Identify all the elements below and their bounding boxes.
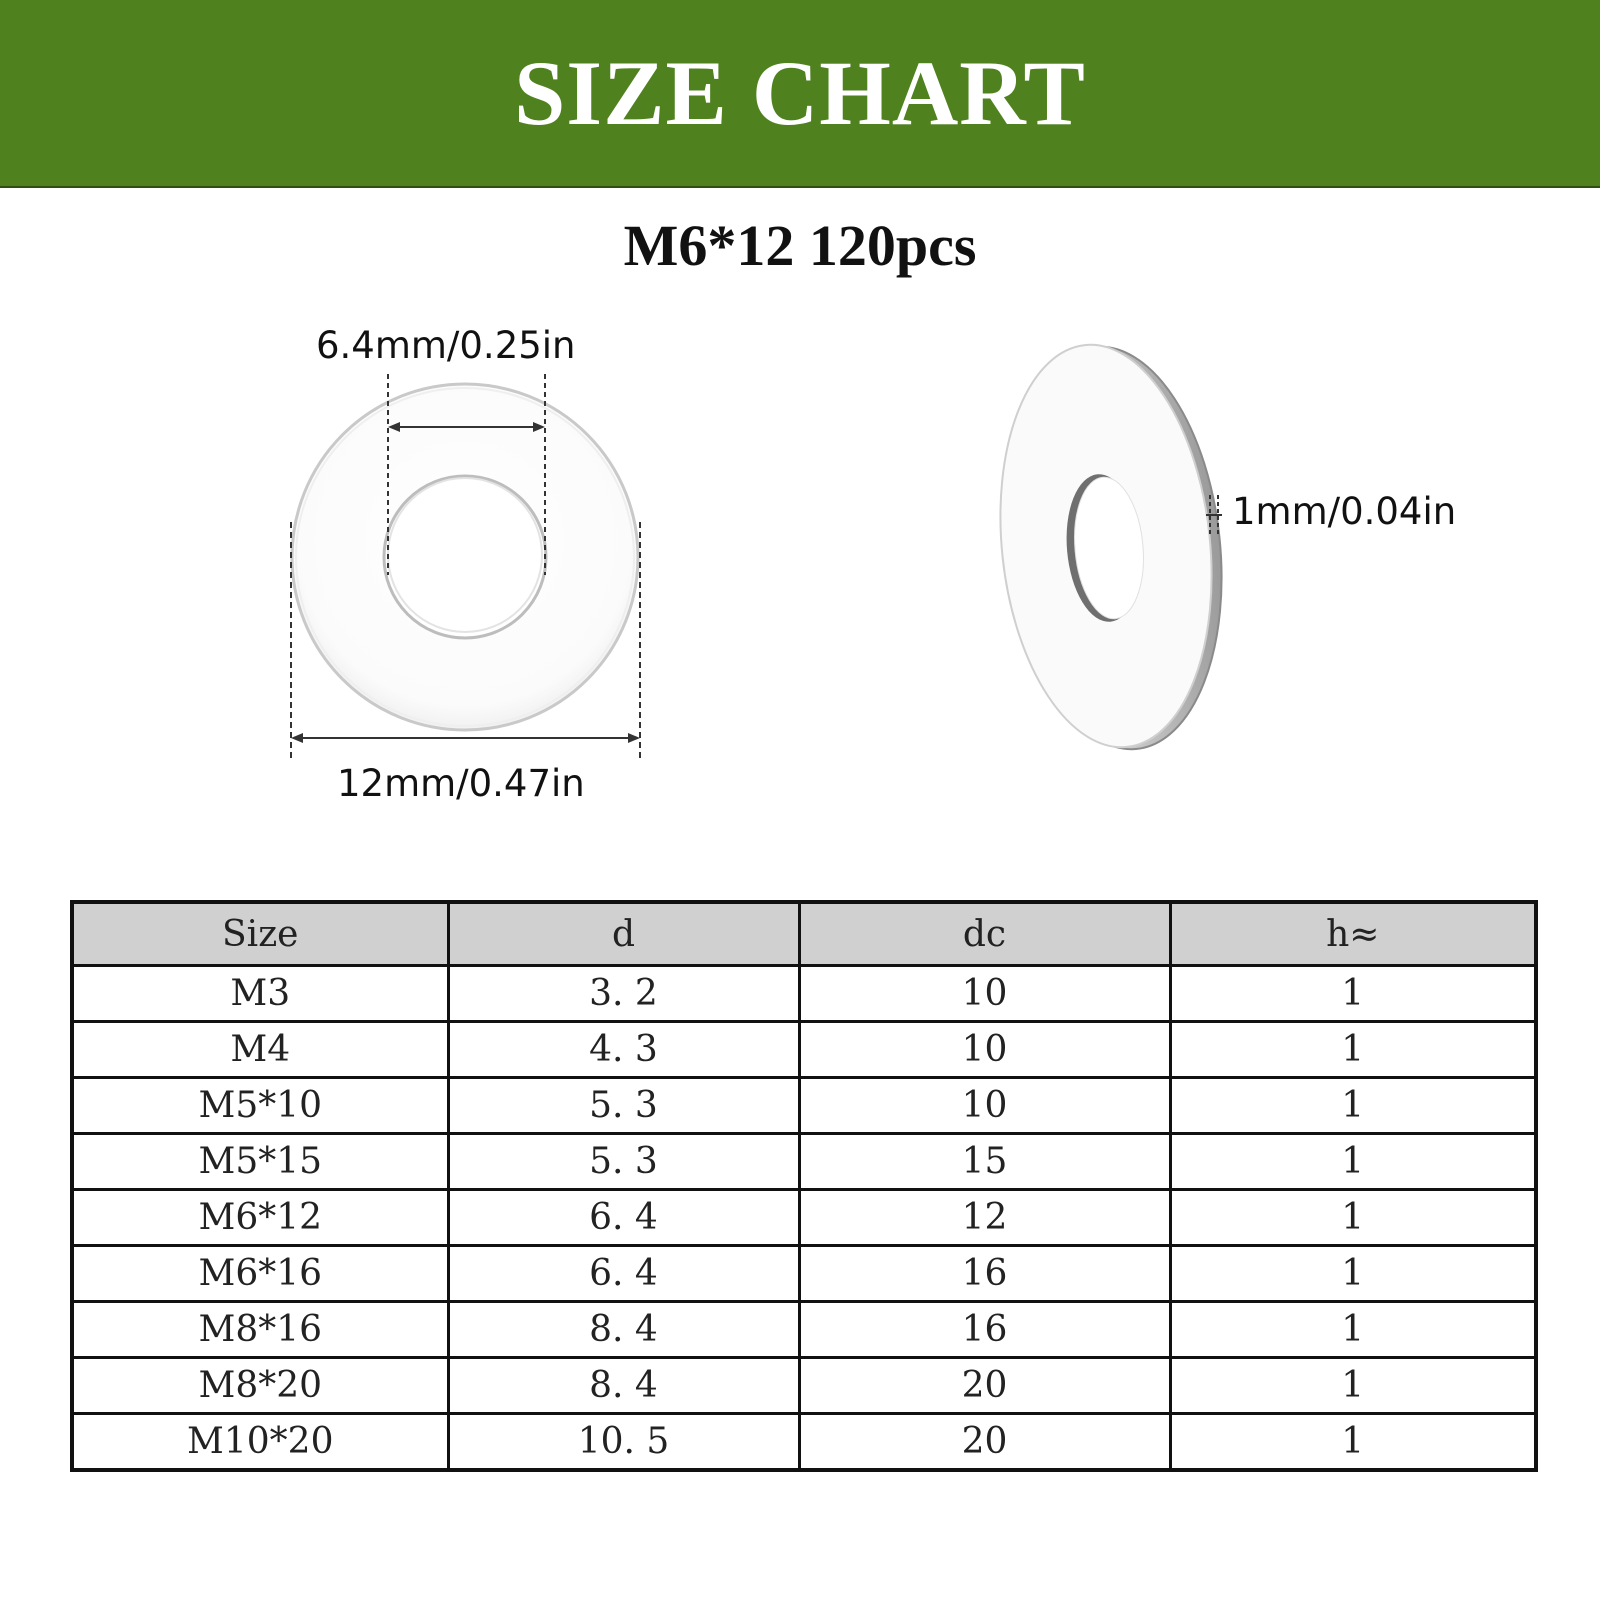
inner-diameter-label: 6.4mm/0.25in [316, 324, 576, 367]
cell-dc: 10 [799, 1078, 1170, 1134]
cell-h: 1 [1170, 1078, 1536, 1134]
cell-dc: 10 [799, 966, 1170, 1022]
cell-d: 6. 4 [448, 1246, 799, 1302]
column-header-dc: dc [799, 902, 1170, 966]
thickness-label: 1mm/0.04in [1232, 490, 1457, 533]
cell-d: 10. 5 [448, 1414, 799, 1471]
product-subtitle: M6*12 120pcs [623, 213, 977, 278]
cell-size: M10*20 [72, 1414, 448, 1471]
cell-h: 1 [1170, 1190, 1536, 1246]
table-row [72, 966, 1536, 1022]
cell-h: 1 [1170, 1022, 1536, 1078]
cell-dc: 20 [799, 1414, 1170, 1471]
cell-dc: 12 [799, 1190, 1170, 1246]
cell-dc: 16 [799, 1246, 1170, 1302]
cell-h: 1 [1170, 966, 1536, 1022]
table-row [72, 1078, 1536, 1134]
table-row [72, 1134, 1536, 1190]
table-row [72, 1302, 1536, 1358]
column-header-h: h≈ [1170, 902, 1536, 966]
cell-h: 1 [1170, 1134, 1536, 1190]
washer-side-view [981, 334, 1240, 760]
cell-dc: 15 [799, 1134, 1170, 1190]
cell-dc: 16 [799, 1302, 1170, 1358]
table-row [72, 1246, 1536, 1302]
cell-d: 8. 4 [448, 1302, 799, 1358]
cell-d: 5. 3 [448, 1078, 799, 1134]
column-header-size: Size [72, 902, 448, 966]
title-banner [0, 0, 1600, 188]
cell-size: M4 [72, 1022, 448, 1078]
table-row [72, 1414, 1536, 1471]
table-row [72, 1190, 1536, 1246]
cell-d: 6. 4 [448, 1190, 799, 1246]
cell-d: 3. 2 [448, 966, 799, 1022]
cell-h: 1 [1170, 1358, 1536, 1414]
cell-dc: 10 [799, 1022, 1170, 1078]
cell-size: M5*10 [72, 1078, 448, 1134]
size-table [70, 900, 1538, 1472]
cell-size: M6*12 [72, 1190, 448, 1246]
cell-h: 1 [1170, 1302, 1536, 1358]
table-row [72, 1022, 1536, 1078]
washer-drawing [0, 300, 1600, 840]
cell-d: 4. 3 [448, 1022, 799, 1078]
cell-h: 1 [1170, 1414, 1536, 1471]
outer-diameter-label: 12mm/0.47in [337, 762, 585, 805]
table-header-row [72, 902, 1536, 966]
cell-size: M6*16 [72, 1246, 448, 1302]
page-title: SIZE CHART [514, 42, 1086, 144]
cell-size: M8*16 [72, 1302, 448, 1358]
cell-size: M5*15 [72, 1134, 448, 1190]
cell-d: 8. 4 [448, 1358, 799, 1414]
table-row [72, 1358, 1536, 1414]
cell-h: 1 [1170, 1246, 1536, 1302]
column-header-d: d [448, 902, 799, 966]
cell-dc: 20 [799, 1358, 1170, 1414]
washer-diagram [0, 300, 1600, 840]
cell-size: M3 [72, 966, 448, 1022]
washer-front-view [292, 384, 638, 730]
cell-size: M8*20 [72, 1358, 448, 1414]
cell-d: 5. 3 [448, 1134, 799, 1190]
